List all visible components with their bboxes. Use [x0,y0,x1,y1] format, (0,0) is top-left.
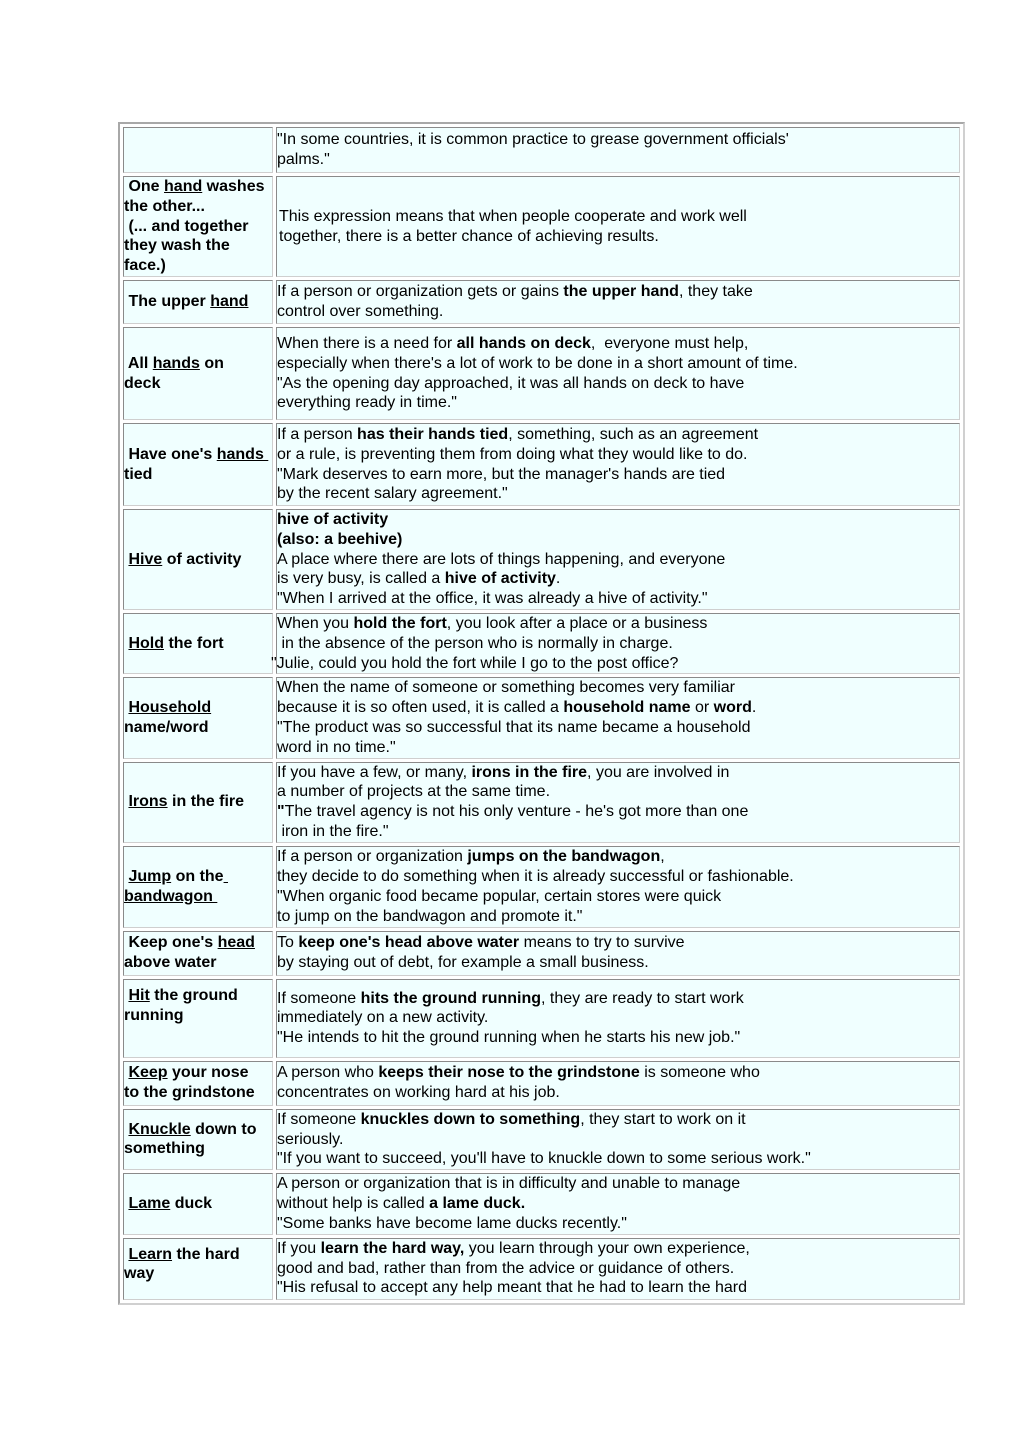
text-run: running [124,1006,184,1024]
term-line [124,1194,272,1214]
text-run: "Julie, could you hold the fort while I go to the post office? [271,654,679,672]
term-line [124,986,272,1006]
text-run: to the grindstone [124,1084,255,1102]
term-line [124,177,272,197]
text-run: face.) [124,257,166,275]
text-run: is very busy, is called a [277,570,445,588]
text-run: tied [124,465,153,483]
idiom-row [123,762,960,843]
text-run: "He intends to hit the ground running when he starts his new job." [277,1029,741,1047]
text-run: control over something. [277,303,444,320]
text-run: This expression means that when people cooperate and work well [279,207,747,225]
text-run: something [124,1140,205,1158]
def-line [277,334,959,354]
text-run: a number of projects at the same time. [277,783,551,801]
term-line [124,217,272,237]
idiom-definition-cell [276,762,960,843]
idiom-term-cell [123,677,273,758]
term-line [124,698,272,718]
idiom-term-cell [123,846,273,928]
underlined-keyword: Hive [128,550,163,568]
text-run: of activity [162,550,242,568]
term-line [124,1139,272,1159]
bold-phrase: word [713,699,752,717]
text-run: on the [171,867,224,885]
term-line [124,867,272,887]
def-line [277,847,959,867]
underlined-keyword: bandwagon [124,887,218,905]
bold-phrase: knuckles down to something [360,1110,581,1128]
def-line [277,1130,959,1150]
def-line [277,718,959,738]
def-line [277,1194,959,1214]
text-run: If someone [277,989,361,1007]
idiom-row [123,1238,960,1300]
def-line [277,374,959,394]
text-run: immediately on a new activity. [277,1009,489,1027]
underlined-keyword: Irons [128,793,168,811]
term-line [124,1006,272,1026]
text-run: , they take [678,283,753,301]
text-run: "Mark deserves to earn more, but the manager's hands are tied [277,465,726,483]
idiom-row [123,613,960,674]
term-line [124,1063,272,1083]
def-line [277,614,959,634]
idiom-definition-cell [276,1238,960,1300]
def-line [277,1028,959,1048]
underlined-keyword: hand [210,293,249,311]
idiom-definition-cell [276,509,960,610]
idioms-table-body [123,127,960,1300]
underlined-keyword [224,868,228,885]
bold-phrase: hive of activity [277,511,389,528]
text-run: When you [277,614,354,632]
bold-phrase: all hands on deck [456,334,591,352]
text-run: the other... [124,197,205,215]
underlined-keyword: head [217,934,255,952]
def-line [277,550,959,570]
idiom-term-cell [123,613,273,674]
text-run: your nose [167,1064,249,1082]
idiom-definition-cell [276,931,960,976]
bold-phrase: keeps their nose to the grindstone [378,1064,640,1082]
idiom-term-cell [123,762,273,843]
def-line [277,465,959,485]
bold-phrase: irons in the fire [471,763,588,781]
text-run: concentrates on working hard at his job. [277,1084,560,1102]
text-run: , you look after a place or a business [446,614,708,632]
bold-phrase: hive of activity [444,570,556,588]
idiom-term-cell [123,423,273,506]
term-line [124,634,272,654]
text-run: A person who [277,1064,379,1082]
def-line [277,1008,959,1028]
text-run: everything ready in time." [277,394,457,412]
text-run: Keep one's [124,934,218,952]
text-run: especially when there's a lot of work to be done in a short amount of time. [277,354,798,372]
text-run: on [199,354,224,372]
def-line [277,822,959,842]
text-run: , they start to work on it [580,1110,746,1128]
bold-phrase: has their hands tied [357,425,509,443]
idiom-row [123,979,960,1058]
text-run: The travel agency is not his only venture - he's got more than one [284,803,749,821]
text-run: iron in the fire." [277,822,389,840]
text-run: When the name of someone or something becomes very familiar [277,679,735,697]
term-line [124,1083,272,1103]
idiom-definition-cell [276,327,960,420]
idiom-term-cell [123,280,273,324]
def-line [277,907,959,927]
def-line [279,227,959,247]
underlined-keyword: Hit [128,986,150,1004]
idiom-term-cell [123,1173,273,1234]
text-run: A person or organization that is in difficulty and unable to manage [277,1175,741,1193]
text-run: in the absence of the person who is normally in charge. [277,634,673,652]
text-run: to jump on the bandwagon and promote it." [277,907,583,925]
term-line [124,1245,272,1265]
term-line [124,1264,272,1284]
bold-phrase: household name [563,699,691,717]
text-run: together, there is a better chance of achieving results. [279,227,659,245]
term-line [124,718,272,738]
idiom-row [123,1061,960,1106]
text-run: "As the opening day approached, it was all hands on deck to have [277,374,745,392]
term-line [124,550,272,570]
text-run: , [660,848,665,866]
text-run: deck [124,374,161,392]
def-line [277,510,959,530]
def-line [277,393,959,413]
text-run: All [124,354,153,372]
text-run: duck [170,1194,213,1212]
text-run: One [124,178,165,195]
text-run: way [124,1265,155,1283]
idiom-row [123,176,960,277]
text-run: "When I arrived at the office, it was already a hive of activity." [277,590,708,608]
text-run: they decide to do something when it is already successful or fashionable. [277,867,794,885]
term-line [124,445,272,465]
text-run: word in no time." [277,738,396,756]
underlined-keyword: Hold [128,634,164,652]
idiom-term-cell [123,931,273,976]
bold-phrase: jumps on the bandwagon [467,848,661,866]
term-line [124,197,272,217]
def-line [277,130,959,150]
def-line [277,953,959,973]
term-line [124,933,272,953]
def-line [277,569,959,589]
text-run: If a person or organization [277,848,468,866]
term-line [124,354,272,374]
text-run: To [277,934,299,952]
text-run: Have one's [124,445,217,463]
text-run: If you [277,1239,321,1257]
idiom-row [123,327,960,420]
text-run: , everyone must help, [590,334,749,352]
def-line [277,1278,959,1298]
bold-phrase: (also: a beehive) [277,530,403,548]
idiom-definition-cell [276,176,960,277]
text-run: When there is a need for [277,334,457,352]
text-run: the fort [164,634,224,652]
def-line [277,1083,959,1103]
term-line [124,887,272,907]
text-run: The upper [124,293,211,311]
bold-phrase: a lame duck. [429,1194,526,1212]
term-line [124,374,272,394]
def-line [277,1174,959,1194]
text-run: is someone who [639,1064,760,1082]
def-line [277,425,959,445]
text-run: they wash the [124,237,230,255]
idiom-term-cell [123,1061,273,1106]
idiom-term-cell [123,327,273,420]
idiom-definition-cell [276,127,960,173]
def-line [277,282,959,302]
text-run: (... and together [124,217,249,235]
bold-phrase: hits the ground running [360,989,542,1007]
idiom-row [123,423,960,506]
text-run: because it is so often used, it is called a [277,699,564,717]
text-run: , something, such as an agreement [508,425,759,443]
text-run: "When organic food became popular, certain stores were quick [277,887,722,905]
text-run: good and bad, rather than from the advice or guidance of others. [277,1259,735,1277]
def-line [277,1259,959,1279]
text-run: or [690,699,714,717]
idiom-term-cell [123,1109,273,1170]
def-line [277,698,959,718]
idiom-definition-cell [271,613,960,674]
idiom-definition-cell [276,280,960,324]
term-line [124,1120,272,1140]
def-line [279,207,959,227]
def-line [277,484,959,504]
idiom-row [123,280,960,324]
def-line [277,782,959,802]
text-run: "The product was so successful that its name became a household [277,718,751,736]
underlined-keyword: hands [152,354,200,372]
text-run: the hard [172,1245,240,1263]
text-run: or a rule, is preventing them from doing what they would like to do. [277,445,748,463]
idiom-row [123,509,960,610]
idiom-definition-cell [276,423,960,506]
text-run: If a person or organization gets or gains [277,283,564,301]
def-line [277,445,959,465]
idiom-term-cell [123,979,273,1058]
idiom-term-cell [123,176,273,277]
text-run: the ground [149,986,238,1004]
idiom-row [123,846,960,928]
text-run: down to [190,1120,257,1138]
def-line [277,634,959,654]
idiom-row [123,677,960,758]
def-line [277,738,959,758]
bold-phrase: the upper hand [563,283,679,301]
text-run: seriously. [277,1130,344,1148]
idiom-row [123,1109,960,1170]
def-line [277,1239,959,1259]
idiom-term-cell [123,509,273,610]
idiom-row [123,127,960,173]
idiom-row [123,931,960,976]
text-run: means to try to survive [519,934,685,952]
idiom-definition-cell [276,846,960,928]
text-run: . [555,570,561,588]
text-run: "His refusal to accept any help meant that he had to learn the hard [277,1279,747,1297]
bold-phrase: keep one's head above water [298,934,520,952]
underlined-keyword: Household [128,699,212,717]
text-run: , you are involved in [587,763,730,781]
idioms-table [118,122,965,1305]
underlined-keyword: Keep [128,1064,168,1082]
idiom-definition-cell [276,677,960,758]
def-line [277,150,959,170]
underlined-keyword: Knuckle [128,1120,191,1138]
text-run: by staying out of debt, for example a small business. [277,954,649,972]
text-run: "In some countries, it is common practice to grease government officials' [277,131,789,149]
idiom-definition-cell [276,1173,960,1234]
def-line [271,654,959,674]
text-run: . [751,699,757,717]
text-run: above water [124,954,217,972]
text-run: by the recent salary agreement." [277,485,508,503]
term-line [124,292,272,312]
text-run: washes [202,178,265,195]
def-line [277,887,959,907]
bold-phrase: " [277,803,285,821]
def-line [277,1110,959,1130]
text-run: A place where there are lots of things happening, and everyone [277,550,726,568]
text-run: you learn through your own experience, [464,1239,750,1257]
term-line [124,953,272,973]
def-line [277,1214,959,1234]
def-line [277,589,959,609]
idiom-definition-cell [276,1061,960,1106]
def-line [277,763,959,783]
def-line [277,1149,959,1169]
idiom-term-cell [123,1238,273,1300]
def-line [277,933,959,953]
term-line [124,236,272,256]
idiom-definition-cell [276,979,960,1058]
bold-phrase: learn the hard way, [320,1239,465,1257]
text-run: "Some banks have become lame ducks recently." [277,1214,627,1232]
def-line [277,1063,959,1083]
text-run: If someone [277,1110,361,1128]
def-line [277,678,959,698]
idiom-definition-cell [276,1109,960,1170]
text-run: , they are ready to start work [541,989,744,1007]
underlined-keyword: hands [216,445,269,463]
term-line [124,792,272,812]
term-line [124,256,272,276]
text-run: name/word [124,718,209,736]
term-line [124,465,272,485]
def-line [277,302,959,322]
underlined-keyword: Lame [128,1194,171,1212]
text-run: If a person [277,425,358,443]
def-line [277,530,959,550]
idiom-term-cell [123,127,273,173]
bold-phrase: hold the fort [353,614,447,632]
def-line [277,867,959,887]
text-run: palms." [277,151,330,168]
underlined-keyword: Learn [128,1245,173,1263]
text-run: "If you want to succeed, you'll have to knuckle down to some serious work." [277,1150,811,1168]
idiom-row [123,1173,960,1234]
def-line [277,989,959,1009]
def-line [277,354,959,374]
def-line [277,802,959,822]
underlined-keyword: Jump [128,867,172,885]
text-run: If you have a few, or many, [277,763,472,781]
underlined-keyword: hand [164,178,203,195]
text-run: without help is called [277,1194,430,1212]
text-run: in the fire [167,793,245,811]
